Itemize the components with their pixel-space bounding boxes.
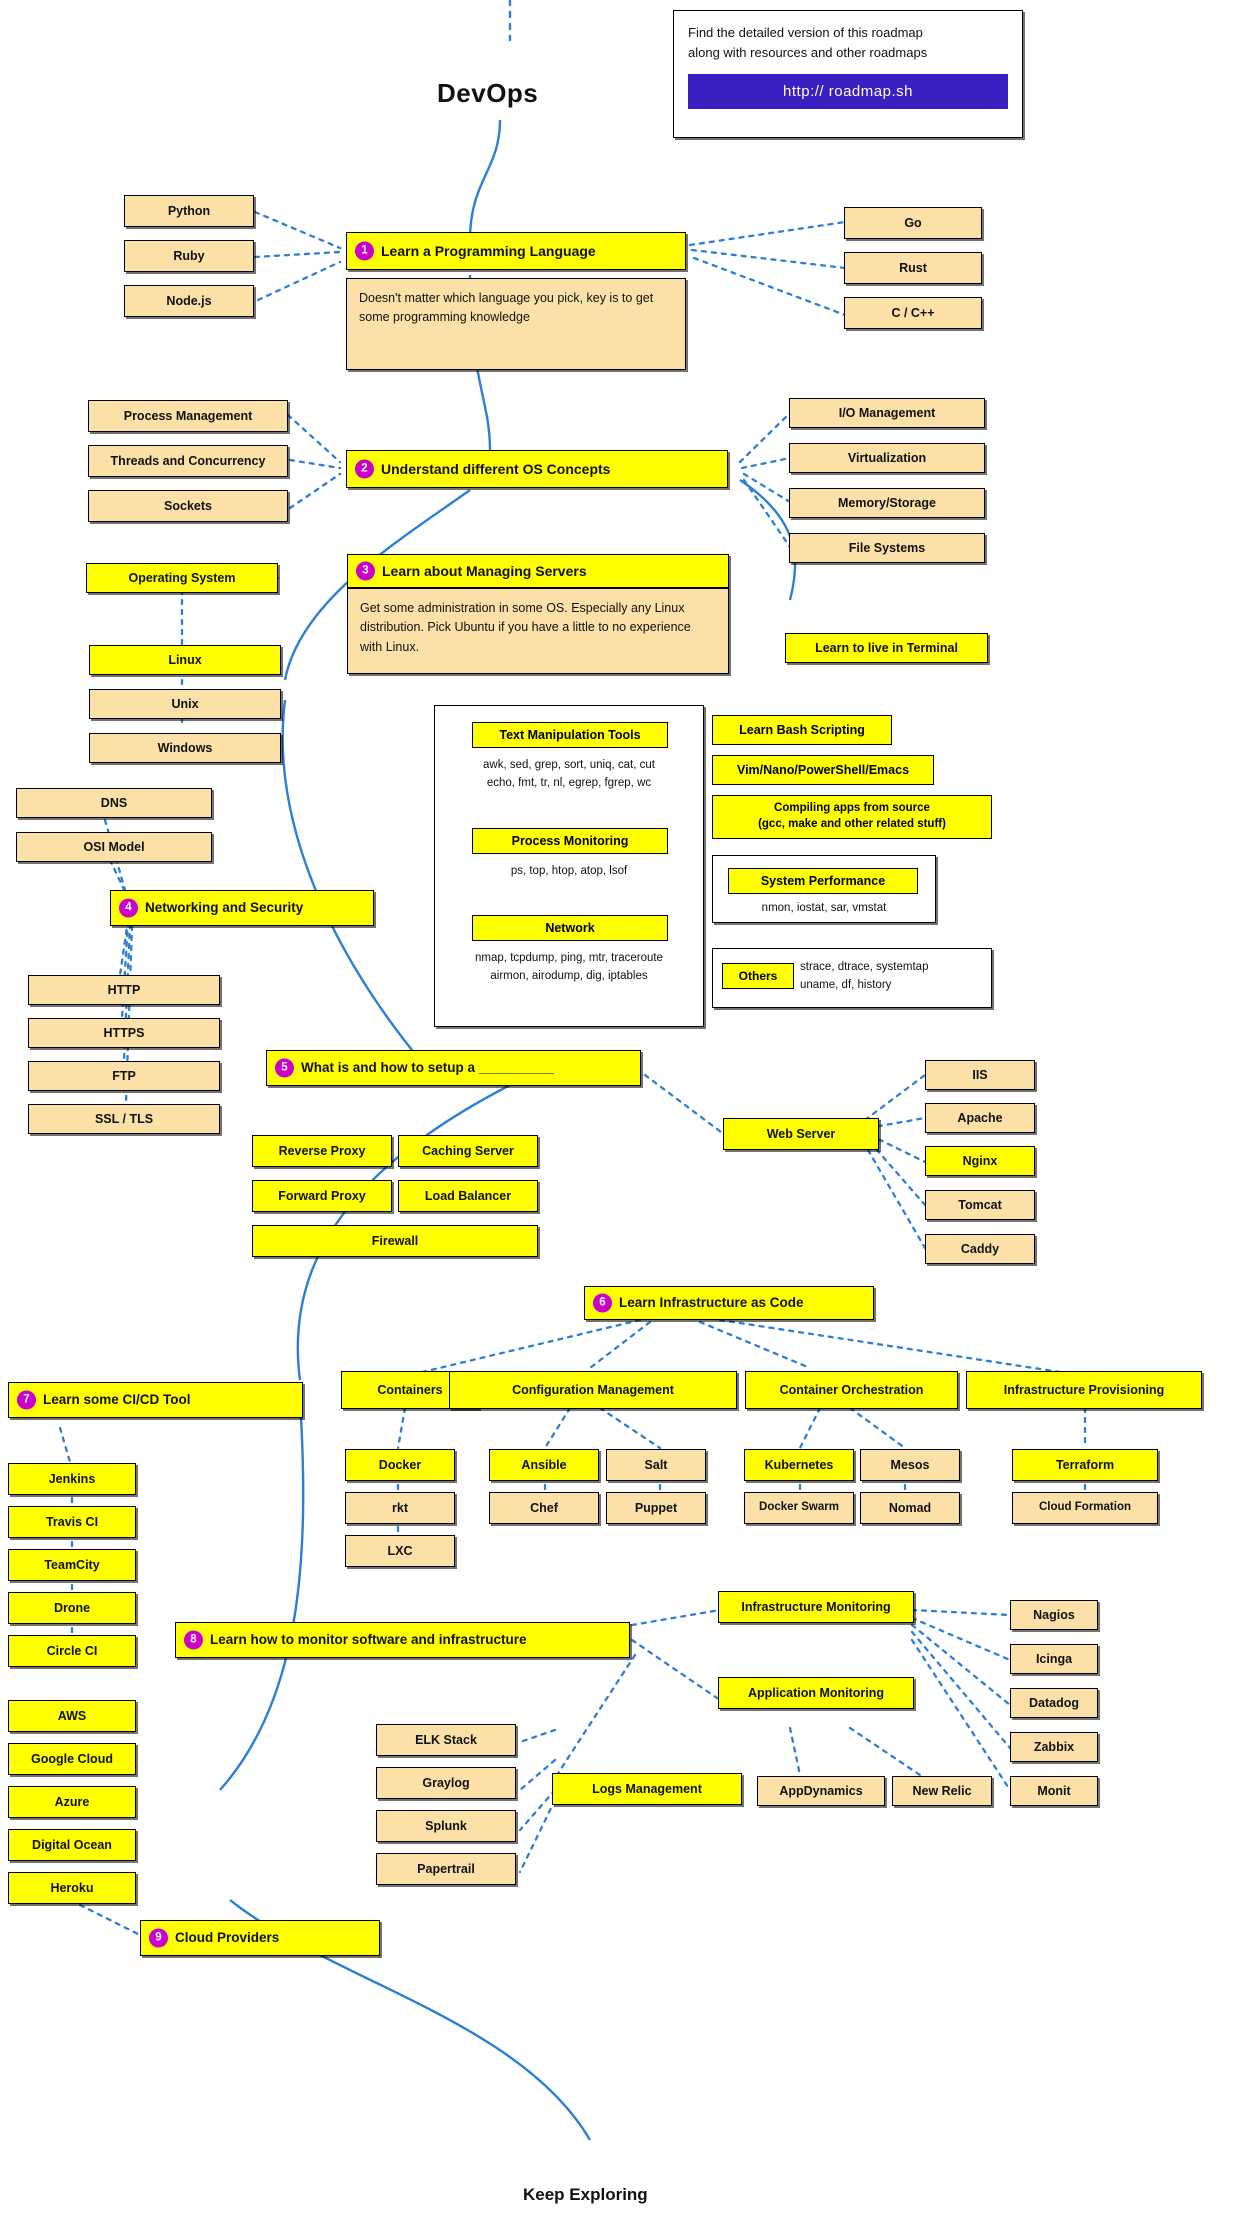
step-2-number: 2 — [355, 460, 374, 479]
lang-python[interactable]: Python — [124, 195, 254, 227]
mon-datadog[interactable]: Datadog — [1010, 1688, 1098, 1718]
lang-rust[interactable]: Rust — [844, 252, 982, 284]
lang-nodejs[interactable]: Node.js — [124, 285, 254, 317]
others-text: strace, dtrace, systemtap uname, df, history — [800, 961, 929, 992]
process-monitoring-head[interactable]: Process Monitoring — [472, 828, 668, 854]
step-9-node[interactable] — [140, 1920, 380, 1956]
logs-management-head[interactable]: Logs Management — [552, 1773, 742, 1805]
step-7-node[interactable] — [8, 1382, 303, 1418]
os-io-management[interactable]: I/O Management — [789, 398, 985, 428]
firewall[interactable]: Firewall — [252, 1225, 538, 1257]
tool-salt[interactable]: Salt — [606, 1449, 706, 1481]
tool-rkt[interactable]: rkt — [345, 1492, 455, 1524]
process-monitoring-text: ps, top, htop, atop, lsof — [510, 865, 628, 877]
network-text: nmap, tcpdump, ping, mtr, traceroute airmon, airodump, dig, iptables — [475, 952, 663, 983]
roadmap-callout — [673, 10, 1023, 138]
infrastructure-monitoring-head[interactable]: Infrastructure Monitoring — [718, 1591, 914, 1623]
mon-nagios[interactable]: Nagios — [1010, 1600, 1098, 1630]
text-manipulation-head[interactable]: Text Manipulation Tools — [472, 722, 668, 748]
step-6-node[interactable] — [584, 1286, 874, 1320]
os-linux[interactable]: Linux — [89, 645, 281, 675]
web-server-node[interactable]: Web Server — [723, 1118, 879, 1150]
tool-ansible[interactable]: Ansible — [489, 1449, 599, 1481]
step-6-number: 6 — [593, 1294, 612, 1313]
tool-mesos[interactable]: Mesos — [860, 1449, 960, 1481]
net-ftp[interactable]: FTP — [28, 1061, 220, 1091]
tool-cloud-formation[interactable]: Cloud Formation — [1012, 1492, 1158, 1524]
roadmap-link-button[interactable]: http:// roadmap.sh — [688, 74, 1008, 109]
mon-monit[interactable]: Monit — [1010, 1776, 1098, 1806]
system-performance-text: nmon, iostat, sar, vmstat — [761, 902, 887, 914]
cloud-azure[interactable]: Azure — [8, 1786, 136, 1818]
lang-go[interactable]: Go — [844, 207, 982, 239]
step-9-number: 9 — [149, 1929, 168, 1948]
editors-node[interactable]: Vim/Nano/PowerShell/Emacs — [712, 755, 934, 785]
os-threads-concurrency[interactable]: Threads and Concurrency — [88, 445, 288, 477]
ws-tomcat[interactable]: Tomcat — [925, 1190, 1035, 1220]
ws-iis[interactable]: IIS — [925, 1060, 1035, 1090]
tool-kubernetes[interactable]: Kubernetes — [744, 1449, 854, 1481]
step-2-label: Understand different OS Concepts — [381, 460, 611, 477]
os-memory-storage[interactable]: Memory/Storage — [789, 488, 985, 518]
cloud-aws[interactable]: AWS — [8, 1700, 136, 1732]
callout-line2: along with resources and other roadmaps — [688, 44, 928, 60]
cat-containers[interactable]: Containers — [341, 1371, 479, 1409]
forward-proxy[interactable]: Forward Proxy — [252, 1180, 392, 1212]
cat-container-orchestration[interactable]: Container Orchestration — [745, 1371, 958, 1409]
learn-terminal-node[interactable]: Learn to live in Terminal — [785, 633, 988, 663]
mon-zabbix[interactable]: Zabbix — [1010, 1732, 1098, 1762]
cat-infrastructure-provisioning[interactable]: Infrastructure Provisioning — [966, 1371, 1202, 1409]
mon-icinga[interactable]: Icinga — [1010, 1644, 1098, 1674]
cicd-teamcity[interactable]: TeamCity — [8, 1549, 136, 1581]
callout-line1: Find the detailed version of this roadmap — [688, 25, 923, 40]
net-http[interactable]: HTTP — [28, 975, 220, 1005]
cicd-circle-ci[interactable]: Circle CI — [8, 1635, 136, 1667]
tool-docker-swarm[interactable]: Docker Swarm — [744, 1492, 854, 1524]
net-dns[interactable]: DNS — [16, 788, 212, 818]
logs-elk-stack[interactable]: ELK Stack — [376, 1724, 516, 1756]
step-6-label: Learn Infrastructure as Code — [619, 1295, 804, 1311]
reverse-proxy[interactable]: Reverse Proxy — [252, 1135, 392, 1167]
net-https[interactable]: HTTPS — [28, 1018, 220, 1048]
tool-terraform[interactable]: Terraform — [1012, 1449, 1158, 1481]
cat-configuration-management[interactable]: Configuration Management — [449, 1371, 737, 1409]
step-8-node[interactable] — [175, 1622, 630, 1658]
text-manipulation-text: awk, sed, grep, sort, uniq, cat, cut echo, fmt, tr, nl, egrep, fgrep, wc — [483, 759, 655, 790]
cicd-drone[interactable]: Drone — [8, 1592, 136, 1624]
others-head[interactable]: Others — [722, 963, 794, 989]
step-4-node[interactable] — [110, 890, 374, 926]
app-appdynamics[interactable]: AppDynamics — [757, 1776, 885, 1806]
learn-bash-scripting[interactable]: Learn Bash Scripting — [712, 715, 892, 745]
lang-c-cpp[interactable]: C / C++ — [844, 297, 982, 329]
step-3-label: Learn about Managing Servers — [382, 562, 587, 579]
cicd-jenkins[interactable]: Jenkins — [8, 1463, 136, 1495]
logs-graylog[interactable]: Graylog — [376, 1767, 516, 1799]
step-1-node[interactable] — [346, 232, 686, 270]
step-7-label: Learn some CI/CD Tool — [43, 1392, 191, 1408]
tool-nomad[interactable]: Nomad — [860, 1492, 960, 1524]
step-8-number: 8 — [184, 1631, 203, 1650]
load-balancer[interactable]: Load Balancer — [398, 1180, 538, 1212]
logs-splunk[interactable]: Splunk — [376, 1810, 516, 1842]
step-1-number: 1 — [355, 242, 374, 261]
ws-apache[interactable]: Apache — [925, 1103, 1035, 1133]
compiling-apps-node[interactable]: Compiling apps from source (gcc, make and other related stuff) — [712, 795, 992, 839]
system-performance-head[interactable]: System Performance — [728, 868, 918, 894]
ws-nginx[interactable]: Nginx — [925, 1146, 1035, 1176]
step-3-node[interactable] — [347, 554, 729, 588]
logs-papertrail[interactable]: Papertrail — [376, 1853, 516, 1885]
step-7-number: 7 — [17, 1391, 36, 1410]
cicd-travis-ci[interactable]: Travis CI — [8, 1506, 136, 1538]
tool-chef[interactable]: Chef — [489, 1492, 599, 1524]
os-file-systems[interactable]: File Systems — [789, 533, 985, 563]
network-head[interactable]: Network — [472, 915, 668, 941]
tool-docker[interactable]: Docker — [345, 1449, 455, 1481]
step-8-label: Learn how to monitor software and infrastructure — [210, 1632, 527, 1648]
tool-puppet[interactable]: Puppet — [606, 1492, 706, 1524]
step-5-node[interactable] — [266, 1050, 641, 1086]
operating-system-head[interactable]: Operating System — [86, 563, 278, 593]
cloud-google-cloud[interactable]: Google Cloud — [8, 1743, 136, 1775]
step-5-number: 5 — [275, 1059, 294, 1078]
lang-ruby[interactable]: Ruby — [124, 240, 254, 272]
net-ssl-tls[interactable]: SSL / TLS — [28, 1104, 220, 1134]
application-monitoring-head[interactable]: Application Monitoring — [718, 1677, 914, 1709]
os-virtualization[interactable]: Virtualization — [789, 443, 985, 473]
os-unix[interactable]: Unix — [89, 689, 281, 719]
cloud-heroku[interactable]: Heroku — [8, 1872, 136, 1904]
step-9-label: Cloud Providers — [175, 1930, 280, 1946]
app-new-relic[interactable]: New Relic — [892, 1776, 992, 1806]
step-4-number: 4 — [119, 899, 138, 918]
net-osi-model[interactable]: OSI Model — [16, 832, 212, 862]
tool-lxc[interactable]: LXC — [345, 1535, 455, 1567]
caching-server[interactable]: Caching Server — [398, 1135, 538, 1167]
ws-caddy[interactable]: Caddy — [925, 1234, 1035, 1264]
footer-label: Keep Exploring — [523, 2185, 648, 2204]
os-windows[interactable]: Windows — [89, 733, 281, 763]
page-title: DevOps — [437, 78, 539, 108]
step-5-label: What is and how to setup a __________ — [301, 1060, 554, 1076]
step-3-description: Get some administration in some OS. Especially any Linux distribution. Pick Ubuntu if you have a little to no experience with Linux. — [347, 588, 729, 674]
step-1-label: Learn a Programming Language — [381, 242, 596, 259]
step-2-node[interactable] — [346, 450, 728, 488]
step-1-description: Doesn't matter which language you pick, key is to get some programming knowledge — [346, 278, 686, 370]
os-process-management[interactable]: Process Management — [88, 400, 288, 432]
os-sockets[interactable]: Sockets — [88, 490, 288, 522]
step-4-label: Networking and Security — [145, 900, 304, 916]
step-3-number: 3 — [356, 562, 375, 581]
cloud-digital-ocean[interactable]: Digital Ocean — [8, 1829, 136, 1861]
